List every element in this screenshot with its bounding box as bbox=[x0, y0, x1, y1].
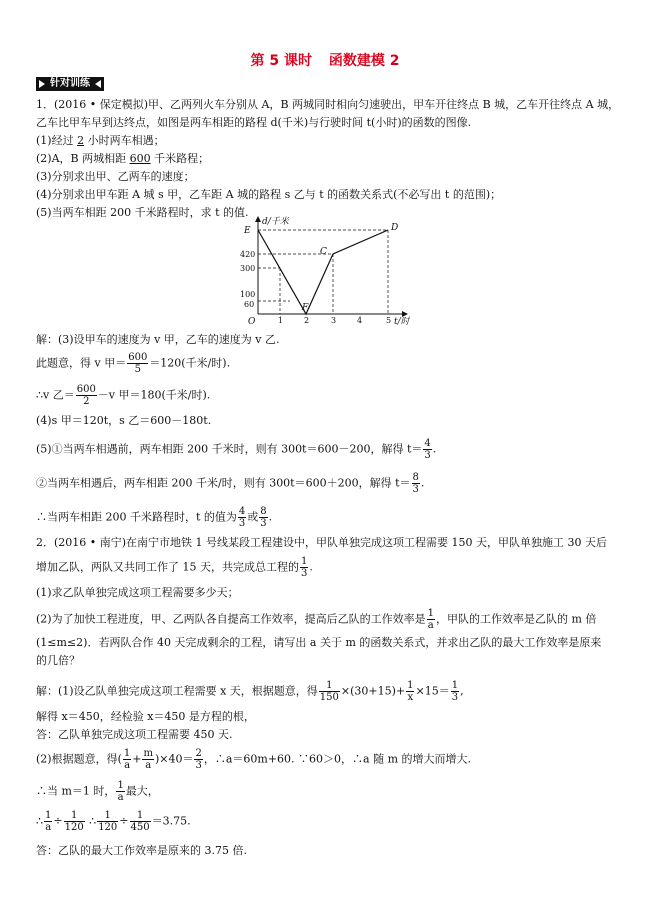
distance-time-graph bbox=[240, 216, 410, 326]
lesson-topic: 函数建模 2 bbox=[328, 53, 400, 69]
ytick-420: 420 bbox=[240, 250, 256, 259]
p1-q5: (5)当两车相距 200 千米路程时，求 t 的值. bbox=[36, 206, 249, 219]
point-d-label: D bbox=[391, 223, 399, 233]
xtick-4: 4 bbox=[357, 316, 363, 325]
xtick-1: 1 bbox=[278, 316, 284, 325]
s2-line4: (2)根据题意，得( $\frac{1}{a}$ + $\frac{m}{a}$ )×40＝ $\frac{2}{3}$ ，∴a＝60m+60. ∵60＞0，∴a 随 m 的增大而增大. bbox=[36, 748, 472, 771]
ytick-60: 60 bbox=[244, 300, 255, 309]
ytick-100: 100 bbox=[240, 290, 256, 299]
xtick-2: 2 bbox=[304, 316, 310, 325]
p2-q2: (2)为了加快工程进度，甲、乙两队各自提高工作效率，提高后乙队的工作效率是 $\frac{1}{a}$ ，甲队的工作效率是乙队的 m 倍 bbox=[36, 608, 597, 631]
point-f-label: F bbox=[302, 303, 309, 313]
xtick-3: 3 bbox=[331, 316, 337, 325]
p1-line1: 1．(2016 • 保定模拟)甲、乙两列火车分别从 A，B 两城同时相向匀速驶出，甲车开往终点 B 城，乙车开往终点 A 城， bbox=[36, 98, 620, 111]
p2-line1: 2．(2016 • 南宁)在南宁市地铁 1 号线某段工程建设中，甲队单独完成这项工程需要 150 天，甲队单独施工 30 天后 bbox=[36, 536, 608, 549]
s1-line2: 此题意，得 v 甲＝ $\frac{600}{5}$ ＝120(千米/时). bbox=[36, 352, 231, 375]
s1-line7: ∴当两车相距 200 千米路程时，t 的值为 $\frac{4}{3}$ 或 $\frac{8}{3}$ . bbox=[36, 506, 273, 529]
p2-q2-cont: (1≤m≤2)．若两队合作 40 天完成剩余的工程，请写出 a 关于 m 的函数关系式，并求出乙队的最大工作效率是原来 bbox=[36, 636, 602, 649]
point-e-label: E bbox=[244, 226, 251, 236]
s2-line6: ∴ $\frac{1}{a}$ ÷ $\frac{1}{120}$ ∴ $\frac{1}{120}$ ÷ $\frac{1}{450}$ ＝3.75. bbox=[36, 810, 191, 833]
y-axis-label: d/千米 bbox=[262, 217, 289, 227]
page-title bbox=[0, 50, 650, 70]
p2-q1: (1)求乙队单独完成这项工程需要多少天； bbox=[36, 586, 239, 599]
s1-line3: ∴v 乙＝ $\frac{600}{2}$ －v 甲＝180(千米/时). bbox=[36, 384, 211, 407]
s1-line5: (5)①当两车相遇前，两车相距 200 千米时，则有 300t＝600－200，解得 t＝ $\frac{4}{3}$ . bbox=[36, 438, 437, 461]
p1-q3: (3)分别求出甲、乙两车的速度； bbox=[36, 170, 195, 183]
p2-q2-end: 的几倍？ bbox=[36, 654, 80, 667]
s2-line1: 解：(1)设乙队单独完成这项工程需要 x 天，根据题意，得 $\frac{1}{150}$ ×(30+15)+ $\frac{1}{x}$ ×15＝ $\frac{1}{3}$ , bbox=[36, 680, 464, 703]
section-badge: 针对训练 bbox=[36, 77, 104, 91]
distance-curve bbox=[258, 230, 388, 314]
x-axis-label: t/时 bbox=[394, 317, 410, 326]
s2-line3: 答：乙队单独完成这项工程需要 450 天. bbox=[36, 728, 233, 741]
ytick-300: 300 bbox=[240, 264, 256, 273]
s1-line6: ②当两车相遇后，两车相距 200 千米/时，则有 300t＝600＋200，解得 t＝ $\frac{8}{3}$ . bbox=[36, 472, 425, 495]
point-c-label: C bbox=[320, 247, 327, 257]
p1-q1: (1)经过 2 小时两车相遇； bbox=[36, 134, 165, 147]
origin-label: O bbox=[248, 317, 256, 326]
p1-line2: 乙车比甲车早到达终点，如图是两车相距的路程 d(千米)与行驶时间 t(小时)的函数的图像. bbox=[36, 116, 472, 129]
y-axis-arrow bbox=[255, 216, 261, 222]
p2-line2: 增加乙队，两队又共同工作了 15 天，共完成总工程的 $\frac{1}{3}$ . bbox=[36, 556, 313, 579]
s1-line1: 解：(3)设甲车的速度为 v 甲，乙车的速度为 v 乙. bbox=[36, 333, 280, 346]
s1-line4: (4)s 甲＝120t，s 乙＝600－180t. bbox=[36, 414, 212, 427]
lesson-number: 第 5 课时 bbox=[250, 53, 312, 69]
p1-q4: (4)分别求出甲车距 A 城 s 甲，乙车距 A 城的路程 s 乙与 t 的函数关系式(不必写出 t 的范围)； bbox=[36, 188, 502, 201]
s2-line2: 解得 x＝450，经检验 x＝450 是方程的根， bbox=[36, 710, 255, 723]
answer-blank: 2 bbox=[77, 134, 85, 147]
xtick-5: 5 bbox=[386, 316, 392, 325]
p1-q2: (2)A，B 两城相距 600 千米路程； bbox=[36, 152, 210, 165]
s2-line5: ∴当 m＝1 时， $\frac{1}{a}$ 最大， bbox=[36, 780, 159, 803]
answer-blank: 600 bbox=[129, 152, 151, 165]
s2-line7: 答：乙队的最大工作效率是原来的 3.75 倍. bbox=[36, 844, 247, 857]
